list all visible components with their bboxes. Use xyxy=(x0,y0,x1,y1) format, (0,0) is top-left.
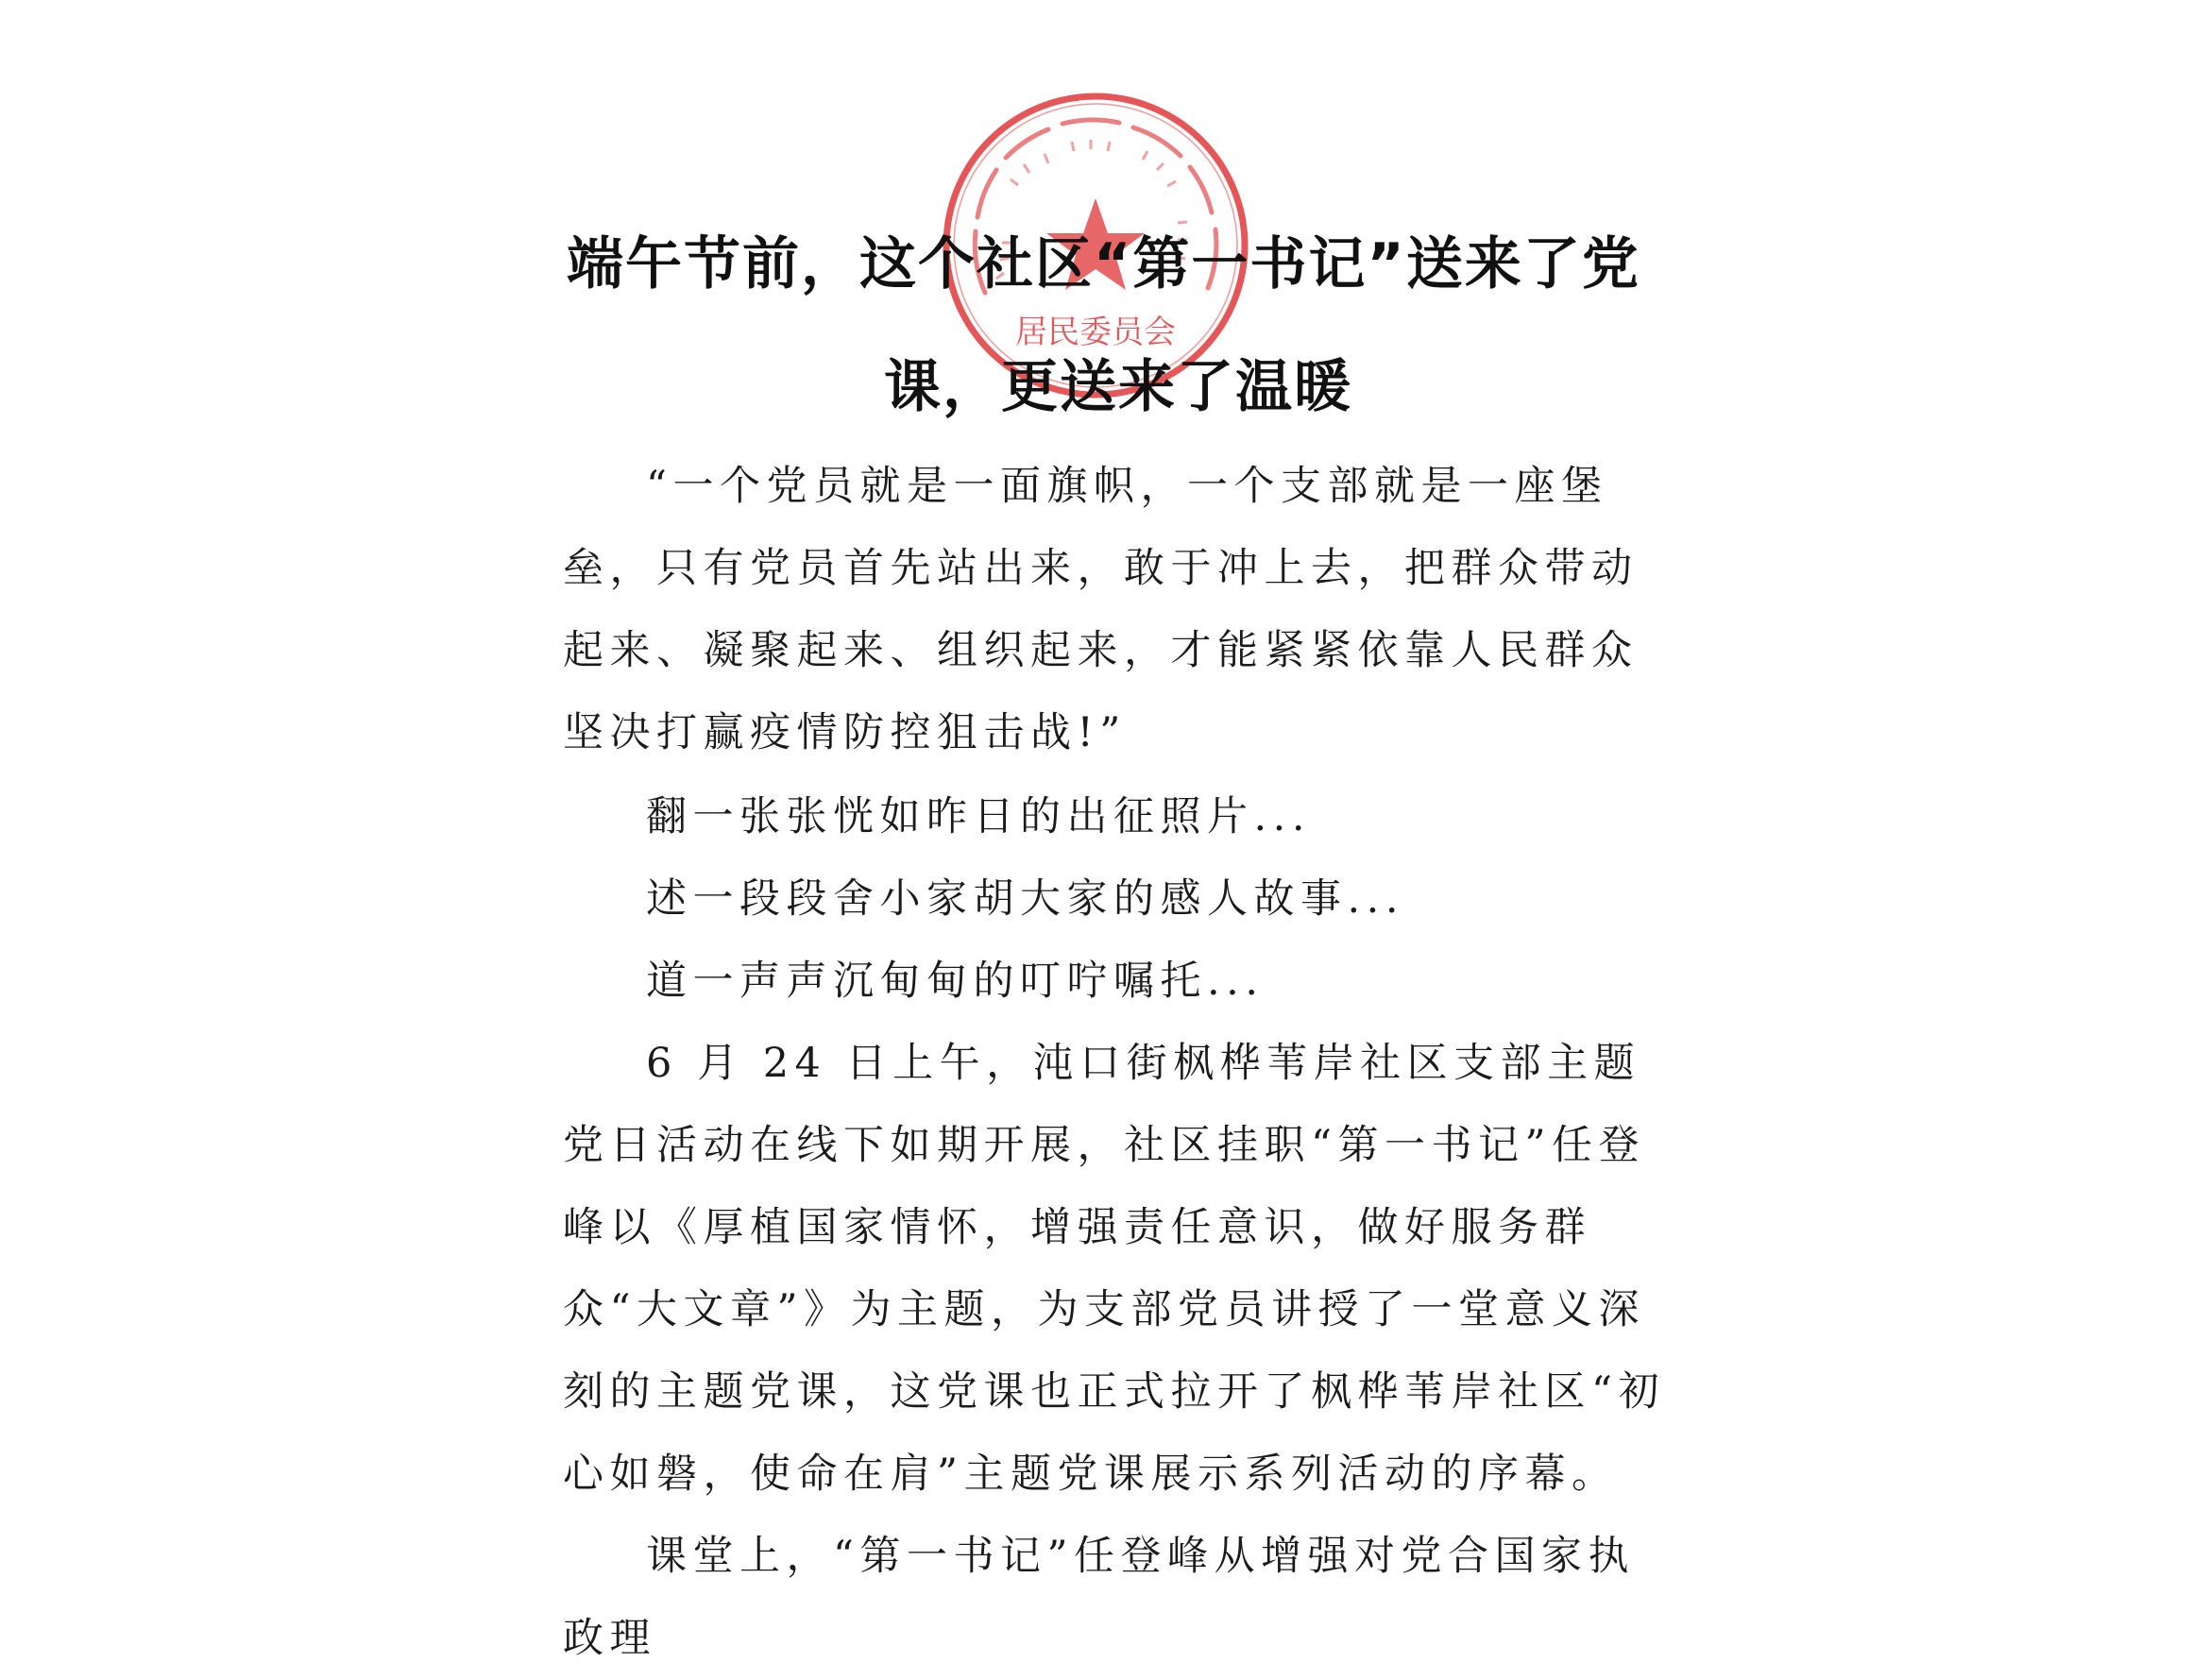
paragraph-classroom: 课堂上，“第一书记”任登峰从增强对党合国家执政理 xyxy=(563,1533,1635,1662)
paragraph-event: 6 月 24 日上午，沌口街枫桦苇岸社区支部主题党日活动在线下如期开展，社区挂职“第一书记”任登峰以《厚植国家情怀，增强责任意识，做好服务群众“大文章”》为主题，为支部党员讲授了一堂意义深刻的主题党课，这党课也正式拉开了枫桦苇岸社区“初心如磐，使命在肩”主题党课展示系列活动的序幕。 xyxy=(563,1040,1665,1498)
seal-bottom-text: 居民委员会 xyxy=(1015,314,1176,351)
paragraph-stories: 述一段段舍小家胡大家的感人故事... xyxy=(646,875,1405,923)
paragraph-quote: “一个党员就是一面旗帜，一个支部就是一座堡垒，只有党员首先站出来，敢于冲上去，把群众带动起来、凝聚起来、组织起来，才能紧紧依靠人民群众坚决打赢疫情防控狙击战!” xyxy=(563,463,1639,756)
document-title-line-2: 课，更送来了温暖 xyxy=(884,354,1352,420)
paragraph-exhortation: 道一声声沉甸甸的叮咛嘱托... xyxy=(646,958,1265,1005)
paragraph-photos: 翻一张张恍如昨日的出征照片... xyxy=(646,793,1312,840)
document-title-line-1: 端午节前，这个社区“第一书记”送来了党 xyxy=(567,231,1640,297)
